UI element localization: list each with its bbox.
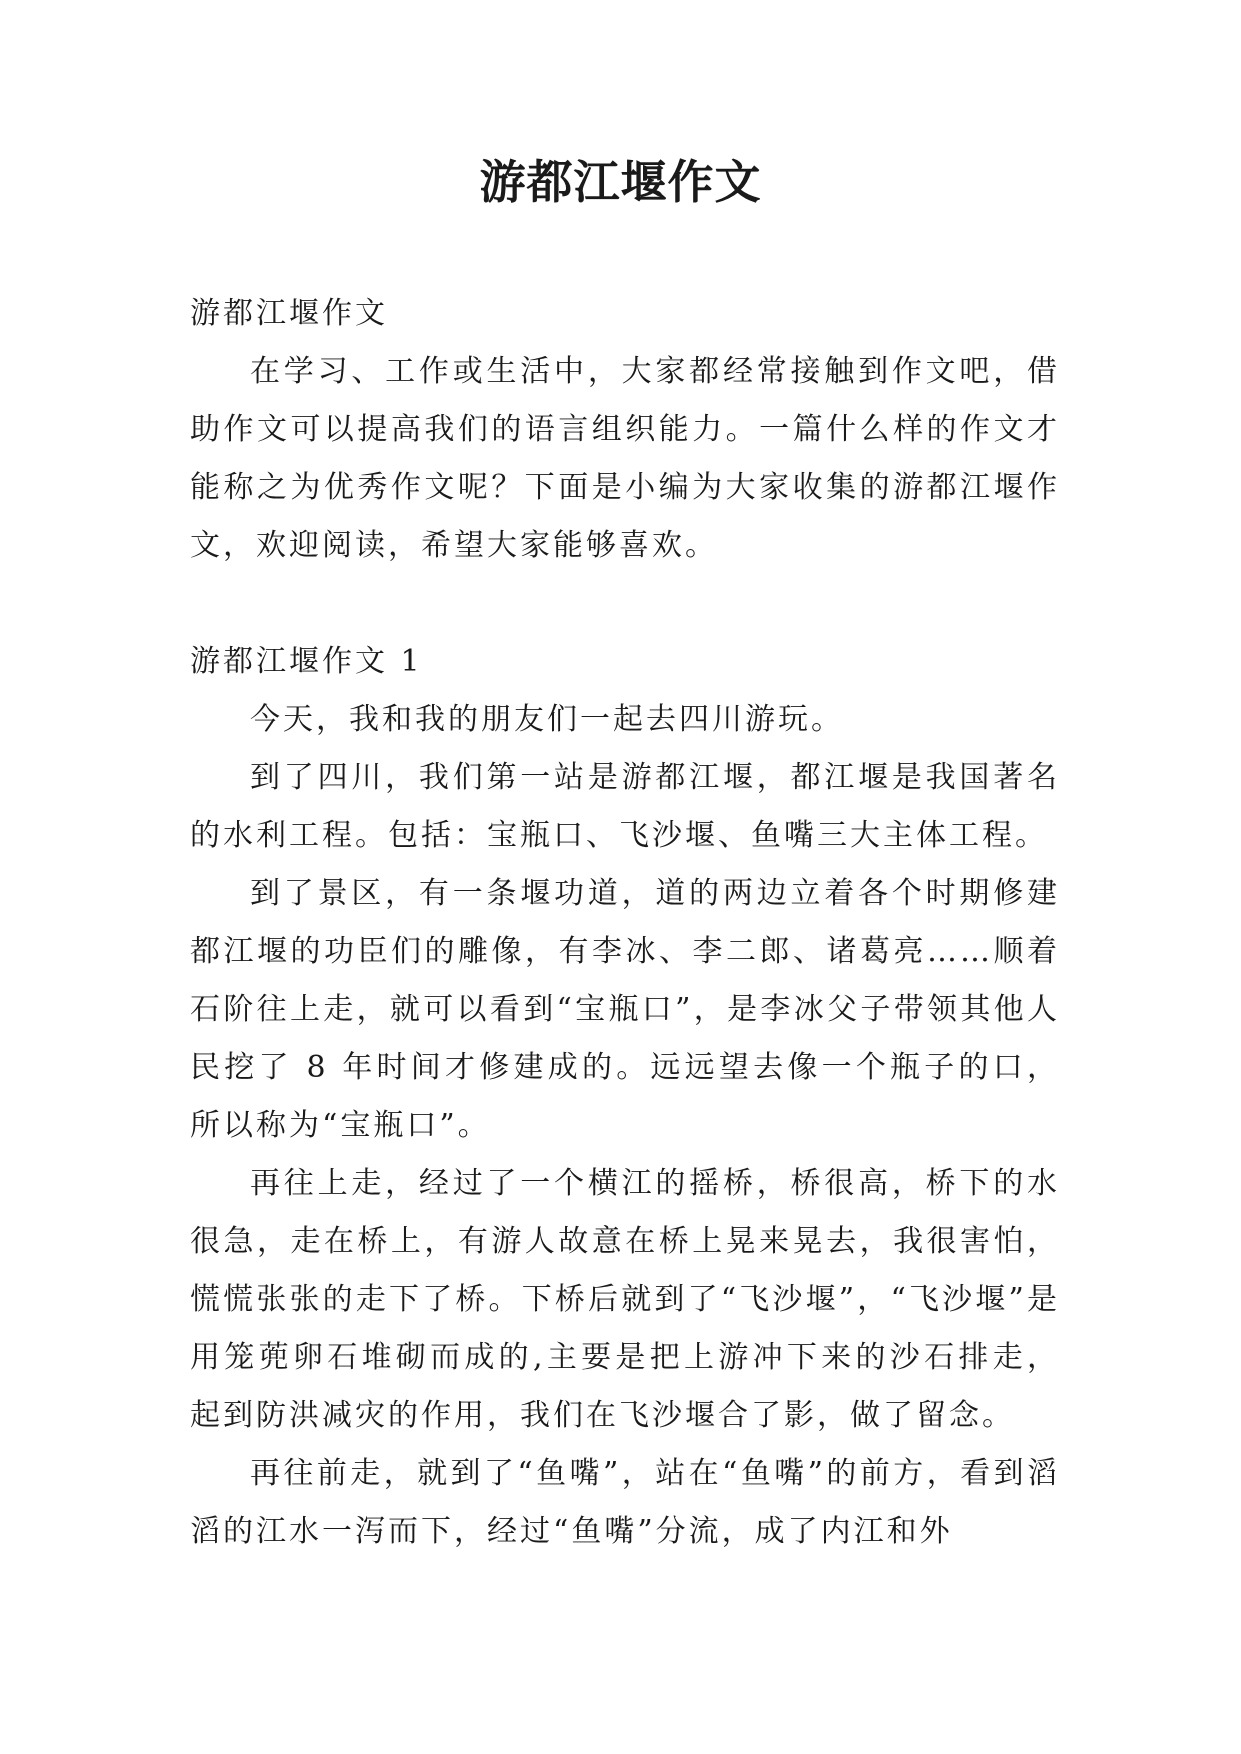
intro-heading: 游都江堰作文 — [190, 296, 388, 331]
section-spacer — [190, 575, 1060, 633]
essay1-paragraph: 今天，我和我的朋友们一起去四川游玩。 — [250, 702, 844, 737]
document-body — [190, 285, 1060, 1561]
essay1-paragraph: 到了四川，我们第一站是游都江堰，都江堰是我国著名的水利工程。包括：宝瓶口、飞沙堰、鱼嘴三大主体工程。 — [190, 760, 1060, 853]
essay1-paragraph: 再往前走，就到了“鱼嘴”，站在“鱼嘴”的前方，看到滔滔的江水一泻而下，经过“鱼嘴”分流，成了内江和外 — [190, 1456, 1060, 1549]
document-title: 游都江堰作文 — [479, 155, 762, 209]
intro-paragraph: 在学习、工作或生活中，大家都经常接触到作文吧，借助作文可以提高我们的语言组织能力。一篇什么样的作文才能称之为优秀作文呢？下面是小编为大家收集的游都江堰作文，欢迎阅读，希望大家能够喜欢。 — [190, 354, 1060, 563]
essay1-paragraph: 到了景区，有一条堰功道，道的两边立着各个时期修建都江堰的功臣们的雕像，有李冰、李二郎、诸葛亮……顺着石阶往上走，就可以看到“宝瓶口”，是李冰父子带领其他人民挖了 8 年时间才修建成的。远远望去像一个瓶子的口，所以称为“宝瓶口”。 — [190, 876, 1060, 1143]
essay1-paragraph: 再往上走，经过了一个横江的摇桥，桥很高，桥下的水很急，走在桥上，有游人故意在桥上晃来晃去，我很害怕，慌慌张张的走下了桥。下桥后就到了“飞沙堰”，“飞沙堰”是用笼蔸卵石堆砌而成的,主要是把上游冲下来的沙石排走，起到防洪减灾的作用，我们在飞沙堰合了影，做了留念。 — [190, 1166, 1060, 1433]
essay1-heading: 游都江堰作文 1 — [190, 644, 423, 679]
